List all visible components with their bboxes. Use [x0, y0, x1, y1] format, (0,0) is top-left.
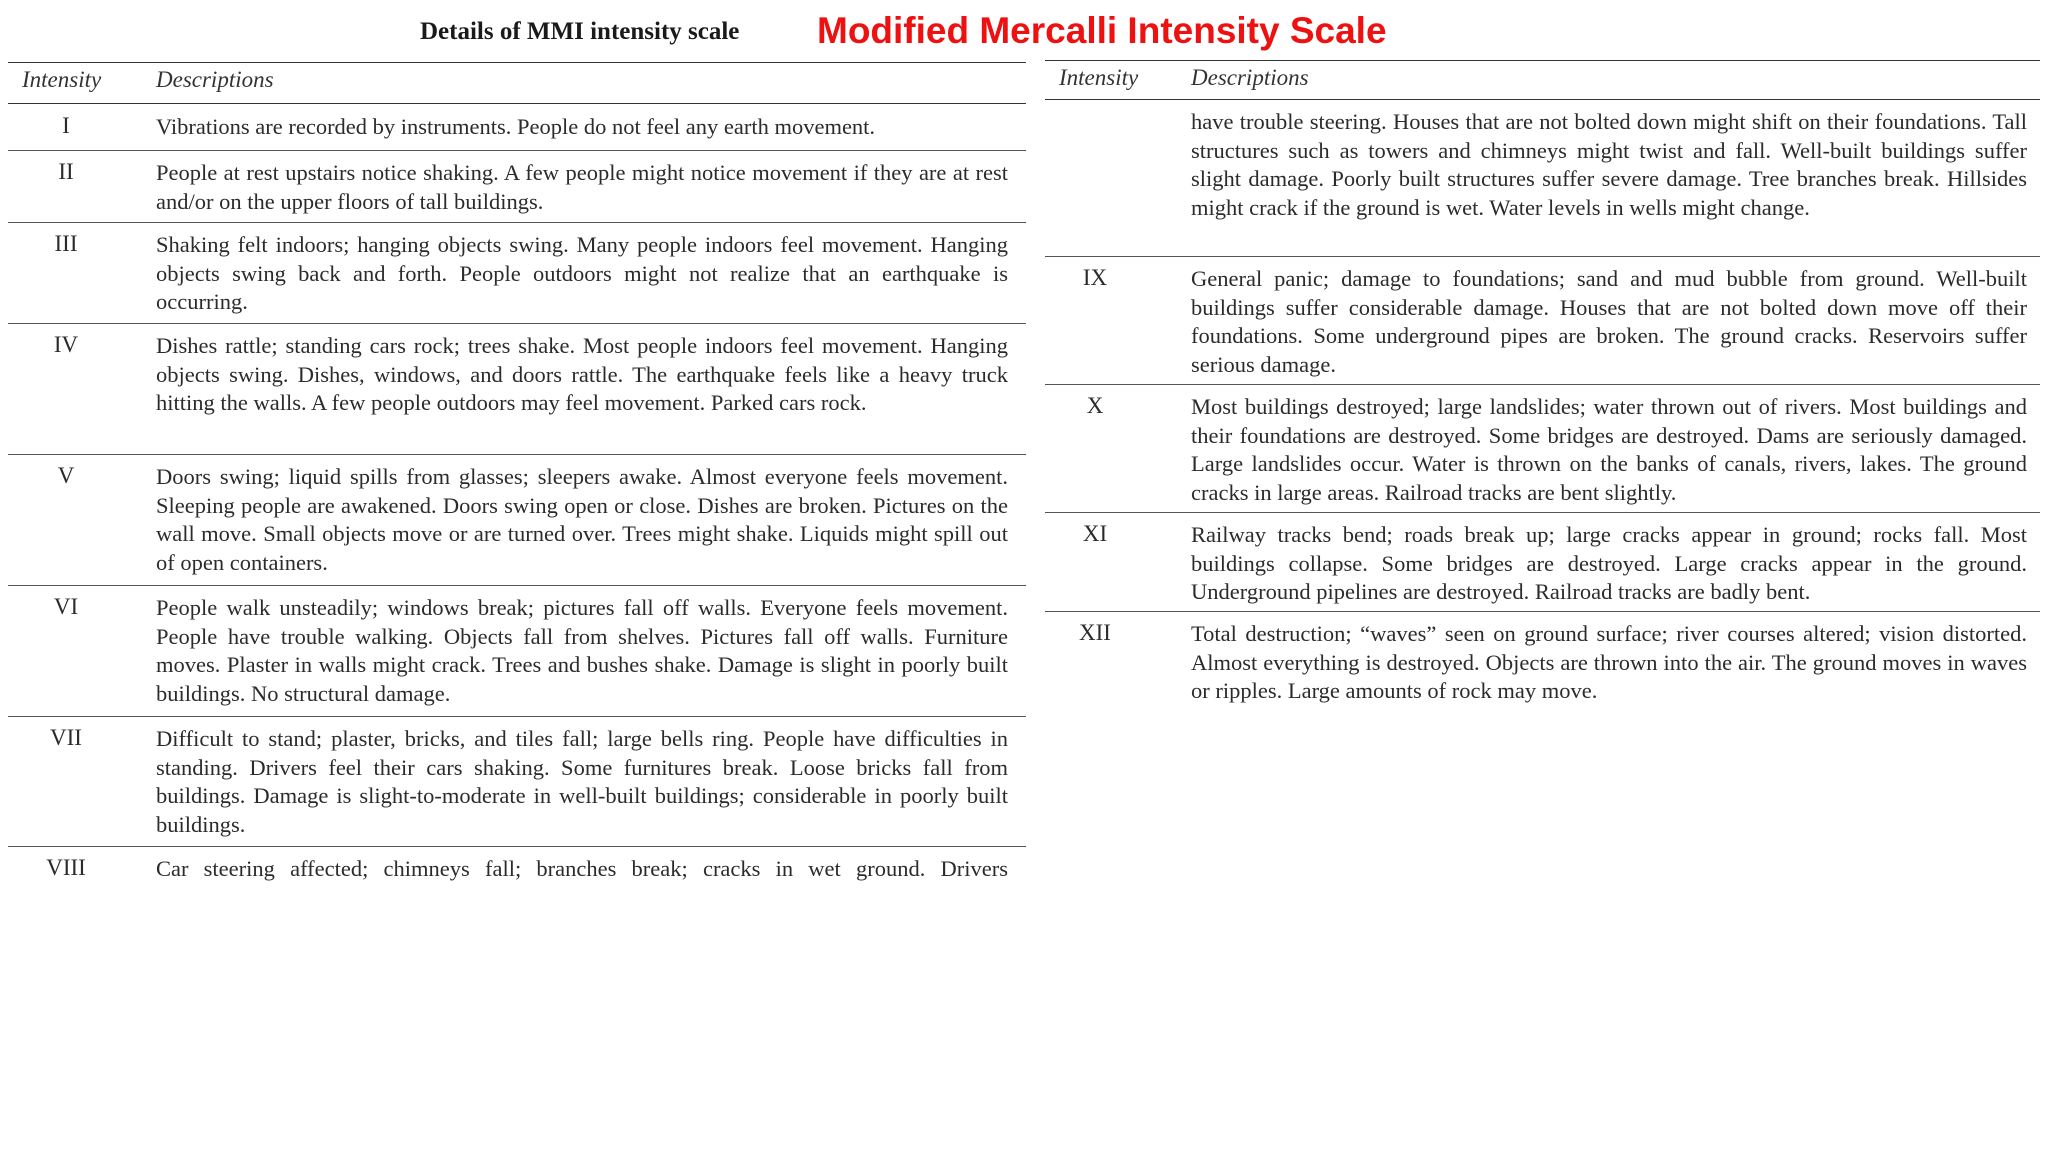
table-row [8, 104, 1026, 151]
table-row [8, 150, 1026, 223]
document-title: Details of MMI intensity scale [420, 18, 740, 45]
intensity-cell: II [58, 159, 74, 184]
table-row [8, 846, 1026, 890]
description-cell: Dishes rattle; standing cars rock; trees shake. Most people indoors feel movement. Hanging objects swing. Dishes, windows, and doors rattle. The earthquake feels like a heavy truck hitting the walls. A few people outdoors may feel movement. Parked cars rock. [156, 333, 1008, 416]
intensity-cell: I [62, 113, 70, 138]
intensity-cell: VII [50, 725, 82, 750]
intensity-cell: VI [53, 594, 79, 619]
intensity-cell: VIII [46, 855, 86, 880]
description-cell: Most buildings destroyed; large landslides; water thrown out of rivers. Most buildings and their foundations are destroyed. Some bridges are destroyed. Dams are seriously damaged. Large landslides occur. Water is thrown on the banks of canals, rivers, lakes. The ground cracks in large areas. Railroad tracks are bent slightly. [1191, 394, 2027, 505]
intensity-cell: XII [1079, 620, 1111, 645]
table-row [1045, 512, 2040, 612]
description-cell: Shaking felt indoors; hanging objects swing. Many people indoors feel movement. Hanging objects swing back and forth. People outdoors might not realize that an earthquake is occurring. [156, 232, 1008, 315]
table-row [8, 454, 1026, 586]
intensity-cell: X [1086, 393, 1104, 418]
slide-title: Modified Mercalli Intensity Scale [817, 10, 1387, 51]
intensity-cell: IV [53, 332, 79, 357]
table-row [8, 222, 1026, 324]
table-row [1045, 384, 2040, 513]
intensity-column-header: Intensity [1059, 65, 1139, 90]
intensity-cell: V [57, 463, 75, 488]
table-row [1045, 611, 2040, 721]
description-cell: Total destruction; “waves” seen on ground surface; river courses altered; vision distorted. Almost everything is destroyed. Objects are thrown into the air. The ground moves in waves or ripples. Large amounts of rock may move. [1191, 621, 2027, 704]
descriptions-column-header: Descriptions [1191, 65, 1309, 90]
table-row [8, 716, 1026, 847]
table-row [8, 323, 1026, 455]
intensity-cell: IX [1082, 265, 1108, 290]
description-cell: Vibrations are recorded by instruments. People do not feel any earth movement. [156, 114, 876, 139]
description-cell: Car steering affected; chimneys fall; branches break; cracks in wet ground. Drivers [156, 856, 1008, 881]
description-cell: Difficult to stand; plaster, bricks, and tiles fall; large bells ring. People have difficulties in standing. Drivers feel their cars shaking. Some furnitures break. Loose bricks fall from buildings. Damage is slight-to-moderate in well-built buildings; considerable in poorly built buildings. [156, 726, 1008, 837]
description-cell: People at rest upstairs notice shaking. A few people might notice movement if they are at rest and/or on the upper floors of tall buildings. [156, 160, 1008, 214]
descriptions-column-header: Descriptions [156, 67, 274, 92]
description-cell: General panic; damage to foundations; sand and mud bubble from ground. Well-built buildings suffer considerable damage. Houses that are not bolted down move off their foundations. Some underground pipes are broken. The ground cracks. Reservoirs suffer serious damage. [1191, 266, 2027, 377]
table-row [8, 585, 1026, 717]
description-cell: Doors swing; liquid spills from glasses; sleepers awake. Almost everyone feels movement. Sleeping people are awakened. Doors swing open or close. Dishes are broken. Pictures on the wall move. Small objects move or are turned over. Trees might shake. Liquids might spill out of open containers. [156, 464, 1008, 575]
intensity-cell: XI [1082, 521, 1108, 546]
table-row [1045, 99, 2040, 257]
intensity-column-header: Intensity [22, 67, 102, 92]
description-cell: have trouble steering. Houses that are not bolted down might shift on their foundations. Tall structures such as towers and chimneys might twist and fall. Well-built buildings suffer slight damage. Poorly built structures suffer severe damage. Tree branches break. Hillsides might crack if the ground is wet. Water levels in wells might change. [1191, 109, 2027, 220]
table-header [1045, 60, 2040, 100]
intensity-cell: III [54, 231, 78, 256]
table-header [8, 62, 1026, 104]
description-cell: Railway tracks bend; roads break up; large cracks appear in ground; rocks fall. Most buildings collapse. Some bridges are destroyed. Large cracks appear in the ground. Underground pipelines are destroyed. Railroad tracks are badly bent. [1191, 522, 2027, 605]
table-row [1045, 256, 2040, 385]
description-cell: People walk unsteadily; windows break; pictures fall off walls. Everyone feels movement. People have trouble walking. Objects fall from shelves. Pictures fall off walls. Furniture moves. Plaster in walls might crack. Trees and bushes shake. Damage is slight in poorly built buildings. No structural damage. [156, 595, 1008, 706]
